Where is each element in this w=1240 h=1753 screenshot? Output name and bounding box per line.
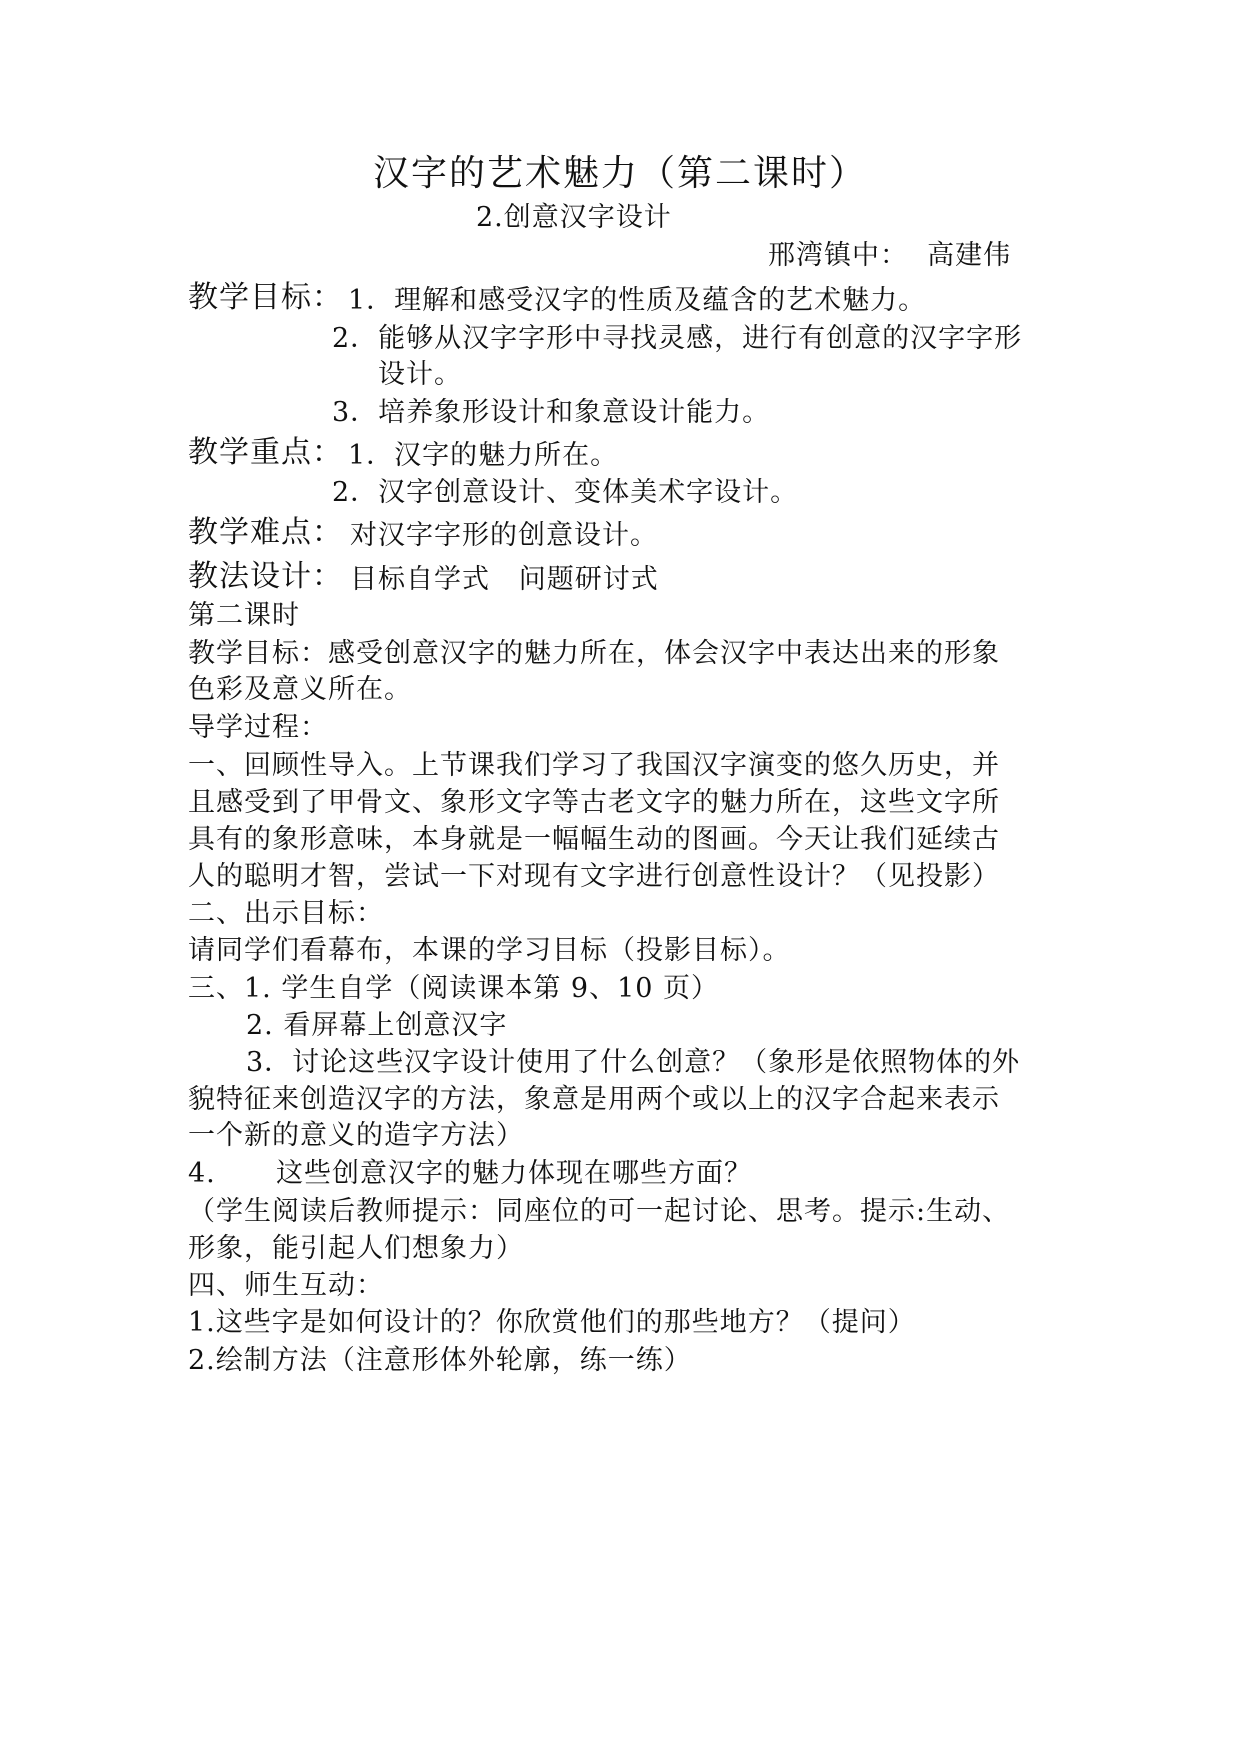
body-line: 色彩及意义所在。 (188, 674, 412, 705)
body-line: 且感受到了甲骨文、象形文字等古老文字的魅力所在，这些文字所 (188, 787, 1000, 818)
key-points-item-1: 1．汉字的魅力所在。 (348, 440, 619, 471)
body-line: 请同学们看幕布，本课的学习目标（投影目标）。 (188, 935, 791, 966)
method-text: 目标自学式 问题研讨式 (350, 564, 659, 595)
doc-subtitle: 2.创意汉字设计 (476, 202, 672, 233)
body-line: 一个新的意义的造字方法） (188, 1120, 524, 1151)
key-points-label: 教学重点： (188, 435, 343, 470)
objectives-item-2-line-1: 2．能够从汉字字形中寻找灵感，进行有创意的汉字字形 (332, 323, 1023, 354)
objectives-item-2-line-2: 设计。 (378, 359, 462, 390)
body-line: 形象，能引起人们想象力） (188, 1233, 524, 1264)
body-line: 貌特征来创造汉字的方法，象意是用两个或以上的汉字合起来表示 (188, 1084, 1000, 1115)
doc-title: 汉字的艺术魅力（第二课时） (373, 153, 868, 194)
key-points-item-2: 2．汉字创意设计、变体美术字设计。 (332, 477, 799, 508)
body-line: 1.这些字是如何设计的？你欣赏他们的那些地方？（提问） (188, 1307, 916, 1338)
method-label: 教法设计： (188, 559, 343, 594)
body-line: 一、回顾性导入。上节课我们学习了我国汉字演变的悠久历史，并 (188, 750, 1000, 781)
body-line: 人的聪明才智，尝试一下对现有文字进行创意性设计？（见投影） (188, 861, 1000, 892)
body-line: 三、1. 学生自学（阅读课本第 9、10 页） (188, 973, 720, 1004)
difficulty-text: 对汉字字形的创意设计。 (350, 520, 658, 551)
difficulty-label: 教学难点： (188, 515, 343, 550)
list-number: 4. (188, 1158, 216, 1189)
guide-heading: 导学过程： (188, 712, 328, 743)
section-heading: 四、师生互动： (188, 1270, 384, 1301)
body-line: 具有的象形意味，本身就是一幅幅生动的图画。今天让我们延续古 (188, 824, 1000, 855)
lesson-heading: 第二课时 (188, 600, 300, 631)
body-line: 2. 看屏幕上创意汉字 (246, 1010, 508, 1041)
body-line: 2.绘制方法（注意形体外轮廓，练一练） (188, 1345, 692, 1376)
objectives-label: 教学目标： (188, 280, 343, 315)
body-line: 3．讨论这些汉字设计使用了什么创意？（象形是依照物体的外 (246, 1047, 1021, 1078)
body-line: （学生阅读后教师提示：同座位的可一起讨论、思考。提示:生动、 (188, 1196, 1011, 1227)
doc-author: 邢湾镇中： 高建伟 (768, 240, 1012, 271)
body-line: 教学目标：感受创意汉字的魅力所在，体会汉字中表达出来的形象 (188, 638, 1000, 669)
objectives-item-1: 1．理解和感受汉字的性质及蕴含的艺术魅力。 (348, 285, 927, 316)
body-line: 这些创意汉字的魅力体现在哪些方面？ (276, 1158, 752, 1189)
section-heading: 二、出示目标： (188, 898, 384, 929)
objectives-item-3: 3．培养象形设计和象意设计能力。 (332, 397, 771, 428)
